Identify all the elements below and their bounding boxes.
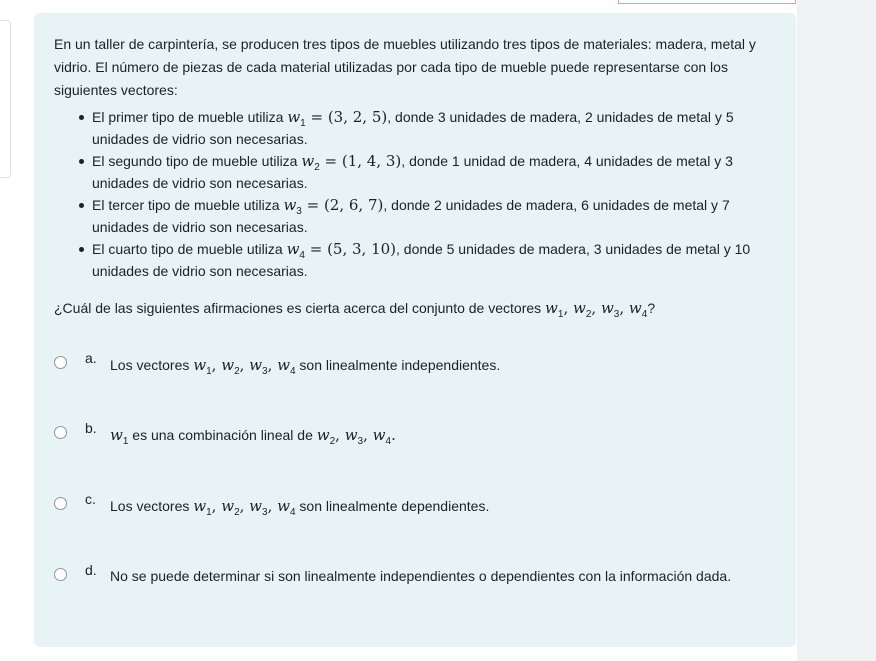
option-a-radio[interactable] xyxy=(54,356,67,369)
option-d[interactable] xyxy=(54,564,774,588)
option-letter: b. xyxy=(85,420,97,436)
right-side-panel xyxy=(797,0,876,661)
option-c-radio[interactable] xyxy=(54,497,67,510)
option-a[interactable] xyxy=(54,352,774,376)
option-c[interactable] xyxy=(54,493,774,517)
question-box xyxy=(34,13,796,647)
list-item: El segundo tipo de mueble utiliza $w_2 = (1$, 4, 3), donde 1 unidad de madera, 4 unidades de metal y 3 unidades de vidrio son necesarias. xyxy=(92,150,776,194)
option-b-text[interactable]: $w_1$ es una combinación lineal de $w_2$, $w_3$, $w_4$. xyxy=(110,426,396,447)
question-text xyxy=(54,33,776,320)
option-d-radio[interactable] xyxy=(54,568,67,581)
option-a-text[interactable]: Los vectores $w_1$, $w_2$, $w_3$, $w_4$ son linealmente independientes. xyxy=(110,356,501,377)
question-prompt: ¿Cuál de las siguientes afirmaciones es cierta acerca del conjunto de vectores $w_1$, $w_2$, $w_3$, $w_4$? xyxy=(54,299,656,320)
option-b[interactable] xyxy=(54,422,774,446)
left-info-panel-edge xyxy=(0,20,11,178)
list-item: El primer tipo de mueble utiliza $w_1 = (3$, 2, 5), donde 3 unidades de madera, 2 unidades de metal y 5 unidades de vidrio son necesarias. xyxy=(92,106,776,150)
option-d-text[interactable]: No se puede determinar si son linealmente independientes o dependientes con la información dada. xyxy=(110,568,732,584)
option-letter: c. xyxy=(85,491,96,507)
option-letter: d. xyxy=(85,562,97,578)
option-c-text[interactable]: Los vectores $w_1$, $w_2$, $w_3$, $w_4$ son linealmente dependientes. xyxy=(110,497,490,518)
option-b-radio[interactable] xyxy=(54,426,67,439)
vector-list xyxy=(54,106,776,282)
question-intro: En un taller de carpintería, se producen tres tipos de muebles utilizando tres tipos de materiales: madera, metal y vidrio. El número de piezas de cada material utilizadas por cada tipo de mueble puede representarse con los siguientes vectores: xyxy=(54,36,756,98)
option-letter: a. xyxy=(85,350,97,366)
list-item: El tercer tipo de mueble utiliza $w_3 = (2$, 6, 7), donde 2 unidades de madera, 6 unidades de metal y 7 unidades de vidrio son necesarias. xyxy=(92,194,776,238)
top-tab-edge xyxy=(618,0,796,4)
list-item: El cuarto tipo de mueble utiliza $w_4 = (5$, 3, 10), donde 5 unidades de madera, 3 unidades de metal y 10 unidades de vidrio son necesarias. xyxy=(92,238,776,282)
